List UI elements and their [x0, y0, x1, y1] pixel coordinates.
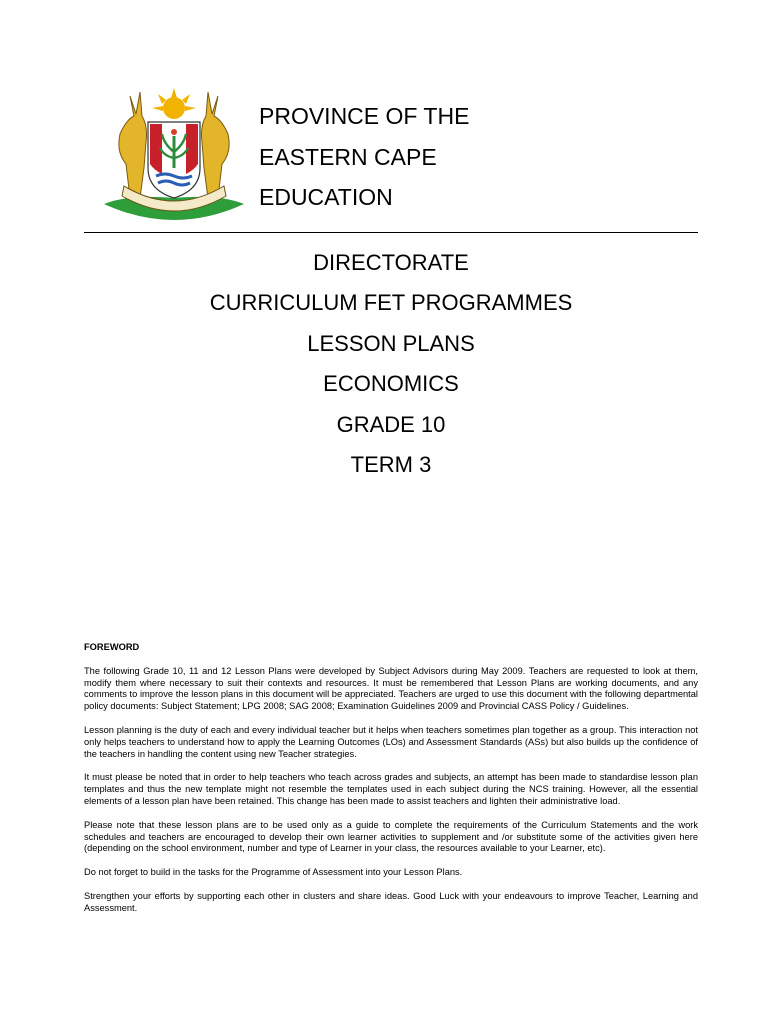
coat-of-arms-icon	[100, 86, 248, 226]
directorate-title: DIRECTORATE	[313, 250, 469, 275]
programme-title: CURRICULUM FET PROGRAMMES	[209, 290, 573, 316]
foreword-paragraph: The following Grade 10, 11 and 12 Lesson Plans were developed by Subject Advisors during May 2009. Teachers are requested to look at them, modify them where necessary to suit their contexts and resources. It must be remembered that Lesson Plans are working documents, and any comments to improve the lesson plans in this document will be appreciated. Teachers are urged to use this document with the following departmental policy documents: Subject Statement; LPG 2008; SAG 2008; Examination Guidelines 2009 and Provincial CASS Policy / Guidelines.	[84, 665, 698, 712]
horizontal-divider	[84, 232, 698, 233]
foreword-paragraph: Strengthen your efforts by supporting each other in clusters and share ideas. Good Luck with your endeavours to improve Teacher, Learning and Assessment.	[84, 890, 698, 913]
term-title: TERM 3	[350, 452, 432, 478]
grade-title: GRADE 10	[336, 411, 446, 437]
foreword-paragraph: Lesson planning is the duty of each and every individual teacher but it helps when teachers sometimes plan together as a group. This interaction not only helps teachers to understand how to apply the Learning Outcomes (LOs) and Assessment Standards (ASs) but also builds up the confidence of the teachers in handling the content using new Teacher strategies.	[84, 724, 698, 759]
foreword-paragraph: It must please be noted that in order to help teachers who teach across grades and subjects, an attempt has been made to standardise lesson plan templates and thus the new template might not resemble the templates used in each subject during the NCS training. However, all the essential elements of a lesson plan have been retained. This change has been made to assist teachers and lighten their administrative load.	[84, 772, 698, 806]
document-type-title: LESSON PLANS	[307, 330, 475, 356]
province-heading	[259, 96, 469, 218]
subject-title: ECONOMICS	[323, 371, 459, 397]
province-line: EDUCATION	[259, 184, 393, 210]
foreword-section	[84, 642, 698, 927]
province-line: EASTERN CAPE	[259, 143, 437, 170]
foreword-paragraph: Please note that these lesson plans are to be used only as a guide to complete the requirements of the Curriculum Statements and the work schedules and teachers are encouraged to develop their own learner activities to supplement and /or substitute some of the activities given here (depending on the school environment, number and type of Learner in your class, the resources available to your Learner, etc).	[84, 819, 698, 854]
foreword-heading: FOREWORD	[84, 642, 140, 652]
province-line: PROVINCE OF THE	[259, 103, 470, 129]
foreword-paragraph: Do not forget to build in the tasks for the Programme of Assessment into your Lesson Plans.	[84, 867, 463, 878]
document-title-block	[84, 243, 698, 485]
